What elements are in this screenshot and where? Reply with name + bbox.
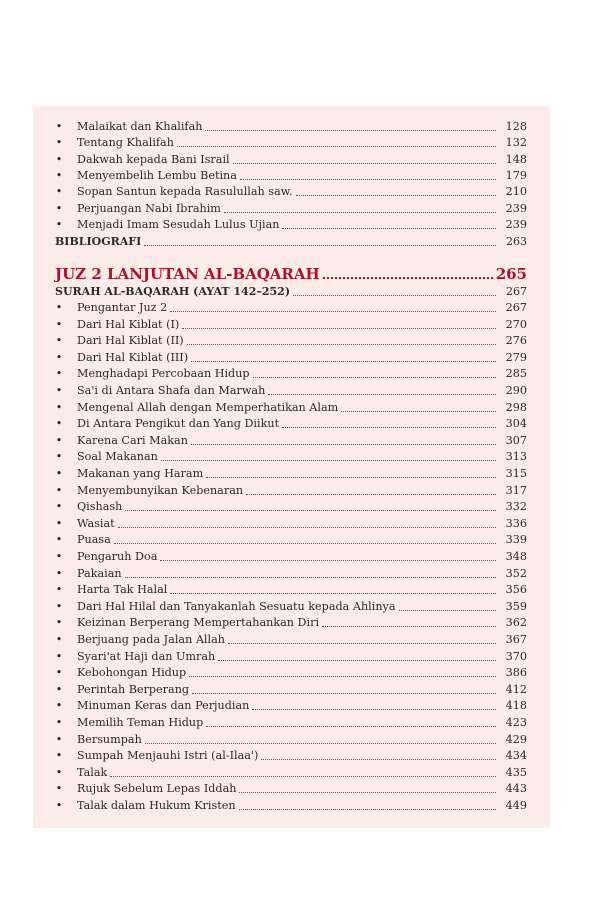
toc-entry-page: 179 [505, 168, 527, 182]
toc-entry-page: 132 [505, 136, 527, 150]
toc-entry-title: Memilih Teman Hidup [77, 716, 204, 729]
toc-entry[interactable] [55, 765, 527, 781]
bullet-icon: • [55, 136, 63, 150]
dot-leader [125, 510, 496, 511]
toc-entry-title: Makanan yang Haram [77, 467, 204, 480]
bullet-icon: • [55, 732, 63, 746]
bullet-icon: • [55, 120, 63, 133]
dot-leader [205, 130, 496, 131]
bullet-icon: • [55, 533, 63, 547]
toc-entry[interactable] [55, 152, 527, 168]
toc-entry-page: 418 [505, 699, 527, 713]
toc-entry[interactable] [55, 201, 527, 217]
bullet-icon: • [55, 168, 63, 182]
toc-entry[interactable] [55, 499, 527, 515]
bullet-icon: • [55, 782, 63, 796]
bullet-icon: • [55, 483, 63, 497]
toc-entry-page: 356 [505, 583, 527, 597]
toc-entry-title: SURAH AL-BAQARAH (AYAT 142–252) [55, 285, 291, 298]
toc-entry-title: Dari Hal Kiblat (II) [77, 334, 184, 348]
bullet-icon: • [55, 550, 63, 563]
toc-entry-page: 267 [505, 301, 527, 314]
toc-entry-title-wrap [77, 516, 499, 532]
toc-entry-title: Malaikat dan Khalifah [77, 120, 203, 133]
toc-entry-title: Puasa [77, 533, 111, 547]
toc-entry-page: 307 [505, 433, 527, 447]
toc-entry-page: 210 [505, 185, 527, 199]
bullet-icon: • [55, 367, 63, 381]
toc-entry[interactable] [55, 715, 527, 731]
toc-entry-title-wrap [77, 615, 499, 631]
dot-leader [189, 676, 496, 677]
dot-leader [252, 709, 496, 710]
dot-leader [282, 228, 496, 229]
toc-entry[interactable] [55, 350, 527, 366]
toc-entry-title: Kebohongan Hidup [77, 666, 187, 680]
toc-entry-page: 434 [505, 749, 527, 763]
toc-entry-page: 362 [505, 616, 527, 630]
toc-entry-title: BIBLIOGRAFI [55, 235, 142, 248]
toc-entry-page: 265 [495, 265, 527, 283]
dot-leader [170, 593, 496, 594]
dot-leader [187, 344, 496, 345]
bullet-icon: • [55, 334, 63, 348]
toc-entry[interactable] [55, 433, 527, 449]
toc-entry-title-wrap [77, 350, 499, 366]
toc-entry-title-wrap [77, 665, 499, 681]
toc-entry-title-wrap [77, 599, 499, 615]
toc-entry-page: 148 [505, 152, 527, 166]
bullet-icon: • [55, 599, 63, 613]
toc-entry-title-wrap [77, 566, 499, 582]
bullet-icon: • [55, 400, 63, 414]
dot-leader [322, 626, 496, 627]
toc-entry-title: Minuman Keras dan Perjudian [77, 699, 250, 713]
toc-entry-page: 285 [505, 367, 527, 381]
toc-entry[interactable] [55, 135, 527, 151]
bullet-icon: • [55, 384, 63, 397]
toc-entry[interactable] [55, 217, 527, 233]
bullet-icon: • [55, 201, 63, 215]
dot-leader [145, 743, 496, 744]
toc-entry-title-wrap [77, 715, 499, 731]
dot-leader [239, 792, 496, 793]
toc-entry-title: JUZ 2 LANJUTAN AL-BAQARAH [55, 265, 320, 283]
toc-entry-title: Sopan Santun kepada Rasulullah saw. [77, 185, 293, 199]
toc-entry[interactable] [55, 483, 527, 499]
toc-entry-title-wrap [77, 300, 499, 316]
toc-entry-page: 315 [505, 467, 527, 480]
toc-entry-title: Menjadi Imam Sesudah Lulus Ujian [77, 217, 280, 231]
bullet-icon: • [55, 301, 63, 314]
toc-entry-title-wrap [77, 582, 499, 598]
toc-entry-title-wrap [77, 152, 499, 168]
dot-leader [224, 212, 496, 213]
toc-entry-title: Bersumpah [77, 732, 142, 746]
bullet-icon: • [55, 633, 63, 646]
toc-entry-title: Syari'at Haji dan Umrah [77, 649, 216, 663]
dot-leader [228, 643, 496, 644]
bullet-icon: • [55, 185, 63, 199]
toc-entry-title-wrap [77, 798, 499, 814]
toc-entry[interactable] [55, 599, 527, 615]
toc-entry-page: 359 [505, 599, 527, 613]
toc-entry-title: Soal Makanan [77, 450, 158, 464]
dot-leader [125, 577, 496, 578]
toc-entry[interactable] [55, 466, 527, 482]
toc-entry-title: Pakaian [77, 566, 122, 580]
bullet-icon: • [55, 433, 63, 447]
toc-entry[interactable] [55, 333, 527, 349]
toc-entry-title-wrap [77, 416, 499, 432]
toc-entry-title: Sumpah Menjauhi Istri (al-Ilaa') [77, 749, 259, 763]
toc-entry-title: Talak [77, 765, 108, 779]
toc-entry-page: 386 [505, 666, 527, 680]
bullet-icon: • [55, 417, 63, 431]
toc-entry-title-wrap [77, 698, 499, 714]
toc-entry[interactable] [55, 582, 527, 598]
toc-entry-page: 412 [505, 682, 527, 696]
toc-entry[interactable] [55, 317, 527, 333]
toc-entry-title-wrap [77, 383, 499, 399]
dot-leader [118, 527, 496, 528]
toc-entry[interactable] [55, 300, 527, 316]
toc-entry-title-wrap [77, 632, 499, 648]
dot-leader [218, 660, 496, 661]
toc-entry-title-wrap [77, 168, 499, 184]
toc-entry[interactable] [55, 566, 527, 582]
toc-entry[interactable] [55, 168, 527, 184]
toc-entry-title-wrap [77, 682, 499, 698]
toc-entry-page: 279 [505, 350, 527, 364]
dot-leader [233, 163, 496, 164]
dot-leader [246, 494, 496, 495]
dot-leader [170, 311, 496, 312]
bullet-icon: • [55, 500, 63, 514]
toc-entry-title-wrap [77, 649, 499, 665]
toc-entry-title: Perjuangan Nabi Ibrahim [77, 201, 221, 215]
dot-leader [161, 460, 496, 461]
toc-entry-title-wrap [77, 400, 499, 416]
toc-entry[interactable] [55, 649, 527, 665]
toc-entry-page: 336 [505, 516, 527, 530]
bullet-icon: • [55, 716, 63, 729]
toc-entry-title-wrap [55, 264, 527, 284]
toc-entry-title-wrap [77, 433, 499, 449]
toc-entry-page: 339 [505, 533, 527, 547]
toc-entry-title-wrap [77, 549, 499, 565]
dot-leader [293, 295, 496, 296]
toc-entry-page: 352 [505, 566, 527, 580]
toc-entry-title-wrap [77, 366, 499, 382]
toc-entry[interactable] [55, 366, 527, 382]
toc-entry[interactable] [55, 682, 527, 698]
dot-leader [261, 759, 496, 760]
dot-leader [110, 776, 496, 777]
toc-entry-title-wrap [77, 317, 499, 333]
dot-leader [191, 444, 496, 445]
toc-entry-title: Wasiat [77, 516, 115, 530]
toc-entry-page: 267 [506, 285, 527, 298]
toc-entry[interactable] [55, 615, 527, 631]
toc-entry-title: Pengaruh Doa [77, 550, 158, 563]
toc-entry-page: 435 [505, 765, 527, 779]
toc-entry-page: 128 [505, 120, 527, 133]
dot-leader [114, 543, 496, 544]
dot-leader [192, 693, 496, 694]
toc-entry-page: 332 [505, 500, 527, 514]
toc-entry-page: 276 [505, 334, 527, 348]
toc-entry-title-wrap [77, 217, 499, 233]
bullet-icon: • [55, 649, 63, 663]
toc-hdr[interactable] [55, 234, 527, 250]
toc-entry-title-wrap [55, 284, 499, 300]
dot-leader [323, 277, 493, 279]
toc-entry-title-wrap [55, 234, 499, 250]
toc-entry-title-wrap [77, 765, 499, 781]
toc-juz[interactable] [55, 264, 527, 284]
toc-entry-page: 239 [505, 217, 527, 231]
toc-entry-title: Keizinan Berperang Mempertahankan Diri [77, 616, 320, 630]
toc-entry-title-wrap [77, 184, 499, 200]
bullet-icon: • [55, 450, 63, 464]
bullet-icon: • [55, 666, 63, 680]
toc-entry-title: Di Antara Pengikut dan Yang Diikut [77, 417, 280, 431]
toc-entry[interactable] [55, 698, 527, 714]
toc-entry-title-wrap [77, 732, 499, 748]
bullet-icon: • [55, 152, 63, 166]
toc-entry-title: Perintah Berperang [77, 682, 190, 696]
dot-leader [177, 146, 496, 147]
toc-entry-title-wrap [77, 483, 499, 499]
toc-entry-page: 290 [505, 384, 527, 397]
toc-entry-title: Dakwah kepada Bani Israil [77, 152, 230, 166]
toc-entry-title: Sa'i di Antara Shafa dan Marwah [77, 384, 266, 397]
toc-entry[interactable] [55, 732, 527, 748]
toc-entry-page: 443 [505, 782, 527, 796]
toc-entry[interactable] [55, 449, 527, 465]
toc-entry[interactable] [55, 416, 527, 432]
toc-entry-title: Menyembunyikan Kebenaran [77, 483, 244, 497]
toc-entry[interactable] [55, 798, 527, 814]
toc-entry-title: Berjuang pada Jalan Allah [77, 633, 225, 646]
toc-entry-title: Menghadapi Percobaan Hidup [77, 367, 250, 381]
toc-entry-title: Mengenal Allah dengan Memperhatikan Alam [77, 400, 339, 414]
toc-entry-title: Talak dalam Hukum Kristen [77, 799, 236, 812]
toc-entry-page: 317 [505, 483, 527, 497]
toc-entry-title-wrap [77, 532, 499, 548]
toc-hdr[interactable] [55, 284, 527, 300]
toc-entry[interactable] [55, 119, 527, 135]
dot-leader [144, 245, 496, 246]
toc-entry-page: 348 [505, 550, 527, 563]
dot-leader [399, 610, 496, 611]
dot-leader [296, 195, 497, 196]
toc-entry-title-wrap [77, 781, 499, 797]
dot-leader [253, 377, 496, 378]
toc-entry[interactable] [55, 400, 527, 416]
toc-entry-title-wrap [77, 466, 499, 482]
toc-entry-title-wrap [77, 119, 499, 135]
toc-entry-title: Tentang Khalifah [77, 136, 174, 150]
dot-leader [239, 809, 496, 810]
bullet-icon: • [55, 616, 63, 630]
toc-entry-title-wrap [77, 748, 499, 764]
bullet-icon: • [55, 467, 63, 480]
toc-entry[interactable] [55, 184, 527, 200]
dot-leader [160, 560, 496, 561]
dot-leader [206, 726, 496, 727]
toc-entry[interactable] [55, 383, 527, 399]
toc-entry-title: Dari Hal Hilal dan Tanyakanlah Sesuatu kepada Ahlinya [77, 599, 396, 613]
dot-leader [191, 361, 496, 362]
bullet-icon: • [55, 217, 63, 231]
bullet-icon: • [55, 799, 63, 812]
toc-entry-page: 429 [505, 732, 527, 746]
bullet-icon: • [55, 699, 63, 713]
toc-entry-title: Karena Cari Makan [77, 433, 188, 447]
toc-entry-page: 449 [505, 799, 527, 812]
dot-leader [240, 179, 496, 180]
toc-entry[interactable] [55, 665, 527, 681]
dot-leader [206, 477, 496, 478]
toc-entry[interactable] [55, 632, 527, 648]
toc-entry-page: 367 [505, 633, 527, 646]
toc-entry-title: Pengantar Juz 2 [77, 301, 168, 314]
toc-entry-title-wrap [77, 201, 499, 217]
bullet-icon: • [55, 583, 63, 597]
toc-entry[interactable] [55, 549, 527, 565]
toc-entry-page: 370 [505, 649, 527, 663]
toc-entry-title-wrap [77, 333, 499, 349]
dot-leader [341, 411, 496, 412]
toc-entry-title: Qishash [77, 500, 123, 514]
toc-entry-title: Dari Hal Kiblat (III) [77, 350, 189, 364]
toc-entry[interactable] [55, 532, 527, 548]
bullet-icon: • [55, 317, 63, 331]
toc-entry-page: 423 [505, 716, 527, 729]
toc-entry-title: Harta Tak Halal [77, 583, 168, 597]
toc-entry-title-wrap [77, 449, 499, 465]
toc-entry-title: Menyembelih Lembu Betina [77, 168, 237, 182]
toc-entry-page: 270 [505, 317, 527, 331]
toc-entry-title-wrap [77, 499, 499, 515]
toc-entry[interactable] [55, 516, 527, 532]
toc-entry-title: Rujuk Sebelum Lepas Iddah [77, 782, 237, 796]
toc-entry-page: 263 [506, 235, 527, 248]
bullet-icon: • [55, 516, 63, 530]
toc-entry-title: Dari Hal Kiblat (I) [77, 317, 180, 331]
toc-entry[interactable] [55, 748, 527, 764]
toc-entry[interactable] [55, 781, 527, 797]
toc-entry-page: 313 [505, 450, 527, 464]
bullet-icon: • [55, 749, 63, 763]
bullet-icon: • [55, 765, 63, 779]
toc-entry-page: 304 [505, 417, 527, 431]
dot-leader [282, 427, 496, 428]
dot-leader [268, 394, 496, 395]
bullet-icon: • [55, 350, 63, 364]
toc-entry-page: 298 [505, 400, 527, 414]
toc-entry-page: 239 [505, 201, 527, 215]
bullet-icon: • [55, 682, 63, 696]
dot-leader [182, 328, 496, 329]
bullet-icon: • [55, 566, 63, 580]
toc-entry-title-wrap [77, 135, 499, 151]
